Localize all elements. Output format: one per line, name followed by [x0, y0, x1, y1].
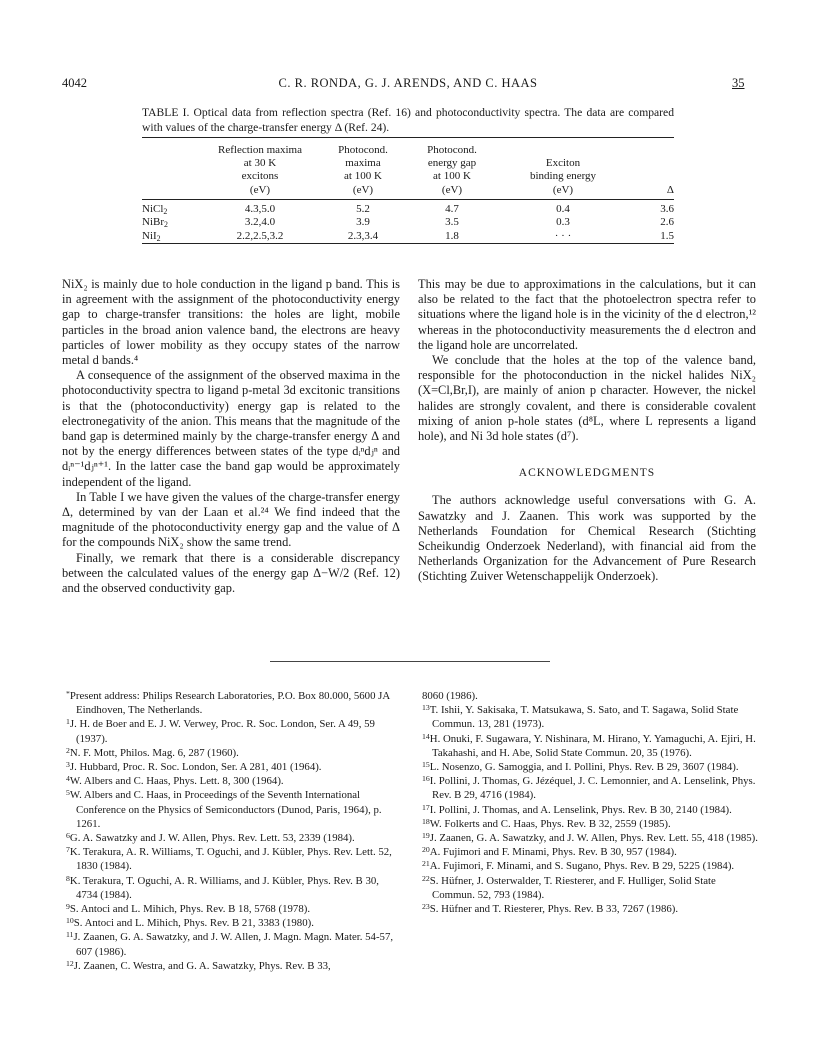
acknowledgments-heading: ACKNOWLEDGMENTS: [518, 467, 656, 480]
table-cell: 0.3: [556, 216, 570, 229]
body-paragraph: NiX₂ is mainly due to hole conduction in the ligand p band. This is in agreement with the assignment of the photoconductivity energy gap to charge-transfer transitions: the holes are light, mobile particles in the broad anion valence band, the electrons are heavy particles of lower mobility as they occupy states of the narrow metal d bands.⁴: [62, 277, 400, 368]
reference-mark: 12: [66, 958, 74, 968]
reference-text: Present address: Philips Research Laboratories, P.O. Box 80.000, 5600 JA Eindhoven, The Netherlands.: [69, 690, 390, 717]
reference-entry: [62, 689, 402, 717]
reference-text: S. Antoci and L. Mihich, Phys. Rev. B 18, 5768 (1978).: [69, 903, 311, 916]
reference-entry: [418, 845, 758, 859]
table-header-row: [142, 138, 674, 200]
table-row: [142, 230, 674, 244]
reference-mark: 11: [66, 930, 74, 940]
reference-mark: 2: [66, 745, 70, 755]
reference-text: N. F. Mott, Philos. Mag. 6, 287 (1960).: [69, 746, 239, 759]
reference-text: S. Antoci and L. Mihich, Phys. Rev. B 21, 3383 (1980).: [73, 917, 314, 930]
references-column-right: [418, 689, 758, 916]
reference-mark: 17: [422, 802, 430, 812]
table-header-photocond-maxima: Photocond. maxima at 100 K (eV): [338, 144, 388, 196]
table-cell: 0.4: [556, 202, 570, 215]
table-cell: 1.8: [445, 229, 459, 242]
footnote-separator: [270, 661, 550, 662]
running-head-authors: C. R. RONDA, G. J. ARENDS, AND C. HAAS: [278, 76, 538, 90]
reference-text: H. Onuki, F. Sugawara, Y. Nishinara, M. Hirano, Y. Yamaguchi, A. Ejiri, H. Takahashi, and H. Abe, Solid State Commun. 20, 35 (1976).: [429, 732, 756, 759]
reference-text: J. H. de Boer and E. J. W. Verwey, Proc. R. Soc. London, Ser. A 49, 59 (1937).: [69, 718, 375, 745]
reference-entry: [418, 760, 758, 774]
reference-mark: 5: [66, 788, 70, 798]
reference-text: S. Hüfner, J. Osterwalder, T. Riesterer, and F. Hulliger, Solid State Commun. 52, 793 (1984).: [429, 874, 716, 901]
reference-mark: 19: [422, 830, 430, 840]
compound-cell: NiCl$_2$: [142, 202, 168, 216]
reference-text: S. Hüfner and T. Riesterer, Phys. Rev. B 33, 7267 (1986).: [429, 903, 679, 916]
table-row: [142, 199, 674, 216]
reference-entry: [418, 874, 758, 902]
reference-text: T. Ishii, Y. Sakisaka, T. Matsukawa, S. Sato, and T. Sagawa, Solid State Commun. 13, 281 (1973).: [429, 704, 739, 731]
body-paragraph: In Table I we have given the values of the charge-transfer energy Δ, determined by van der Laan et al.²⁴ We find indeed that the magnitude of the photoconductivity energy gap and the value of Δ for the compounds NiX₂ show the same trend.: [62, 489, 400, 550]
table-cell: 2.2,2.5,3.2: [236, 229, 284, 242]
reference-entry: [418, 774, 758, 802]
reference-text: J. Zaanen, C. Westra, and G. A. Sawatzky, Phys. Rev. B 33,: [73, 959, 331, 972]
reference-entry: [62, 845, 402, 873]
reference-entry: [418, 732, 758, 760]
reference-mark: 1: [66, 717, 70, 727]
reference-entry: [62, 930, 402, 958]
compound-cell: NiBr$_2$: [142, 216, 168, 230]
table-cell: 3.9: [356, 216, 370, 229]
table-header-photocond-gap: Photocond. energy gap at 100 K (eV): [427, 144, 477, 196]
reference-text: K. Terakura, A. R. Williams, T. Oguchi, and J. Kübler, Phys. Rev. Lett. 52, 1830 (1984).: [69, 846, 392, 873]
table-cell: 3.2,4.0: [244, 216, 276, 229]
reference-mark: 3: [66, 759, 70, 769]
reference-entry: [62, 831, 402, 845]
reference-text: I. Pollini, J. Thomas, and A. Lenselink, Phys. Rev. B 30, 2140 (1984).: [429, 803, 732, 816]
reference-mark: 15: [422, 759, 430, 769]
table-header-empty: [142, 138, 198, 200]
reference-text: A. Fujimori and F. Minami, Phys. Rev. B 30, 957 (1984).: [429, 846, 677, 859]
reference-text: J. Hubbard, Proc. R. Soc. London, Ser. A 281, 401 (1964).: [69, 761, 322, 774]
table-cell: 2.3,3.4: [347, 229, 379, 242]
reference-mark: 18: [422, 816, 430, 826]
reference-entry: [62, 760, 402, 774]
table-header-delta: Δ: [666, 183, 674, 196]
reference-mark: 23: [422, 901, 430, 911]
body-paragraph: A consequence of the assignment of the observed maxima in the photoconductivity spectra to ligand p-metal 3d excitonic transitions is that the (photoconductivity) energy gap is related to the electronegativity of the anion. This means that the magnitude of the band gap is determined mainly by the charge-transfer energy Δ and not by the energy differences between states of the type dᵢⁿdⱼⁿ and dᵢⁿ⁻¹dⱼⁿ⁺¹. In the latter case the band gap would be approximately independent of the ligand.: [62, 368, 400, 489]
table-cell: 4.7: [445, 202, 459, 215]
table-caption: TABLE I. Optical data from reflection spectra (Ref. 16) and photoconductivity spectra. The data are compared with values of the charge-transfer energy Δ (Ref. 24).: [142, 106, 674, 134]
reference-entry: [62, 959, 402, 973]
reference-entry: [62, 717, 402, 745]
reference-text: A. Fujimori, F. Minami, and S. Sugano, Phys. Rev. B 29, 5225 (1984).: [429, 860, 735, 873]
reference-text: I. Pollini, J. Thomas, G. Jézéquel, J. C. Lemonnier, and A. Lenselink, Phys. Rev. B 29, 4716 (1984).: [429, 775, 756, 802]
reference-text: J. Zaanen, G. A. Sawatzky, and J. W. Allen, J. Magn. Magn. Mater. 54-57, 607 (1986).: [73, 931, 394, 958]
reference-mark: *: [66, 688, 70, 698]
table-cell: · · ·: [554, 229, 572, 242]
table-cell: 2.6: [660, 216, 674, 229]
table-cell: 3.6: [660, 202, 674, 215]
reference-entry: [62, 874, 402, 902]
reference-entry: [62, 788, 402, 831]
reference-mark: 21: [422, 859, 430, 869]
page-number: 4042: [62, 76, 87, 90]
optical-data-table: [142, 137, 674, 244]
reference-text: W. Albers and C. Haas, Phys. Lett. 8, 300 (1964).: [69, 775, 284, 788]
reference-mark: 8: [66, 873, 70, 883]
reference-entry: [418, 803, 758, 817]
table-header-exciton: Exciton binding energy (eV): [529, 157, 597, 196]
body-column-right: [418, 277, 756, 585]
reference-text: W. Albers and C. Haas, in Proceedings of the Seventh International Conference on the Physics of Semiconductors (Dunod, Paris, 1964), p. 1261.: [69, 789, 382, 830]
table-row: [142, 216, 674, 230]
table-cell: 1.5: [660, 229, 674, 242]
reference-mark: 6: [66, 830, 70, 840]
reference-entry: [418, 859, 758, 873]
table-cell: 3.5: [445, 216, 459, 229]
reference-mark: 16: [422, 774, 430, 784]
reference-entry: [418, 689, 758, 703]
reference-text: J. Zaanen, G. A. Sawatzky, and J. W. Allen, Phys. Rev. Lett. 55, 418 (1985).: [429, 832, 758, 845]
reference-entry: [418, 817, 758, 831]
reference-entry: [418, 902, 758, 916]
reference-text: K. Terakura, T. Oguchi, A. R. Williams, and J. Kübler, Phys. Rev. B 30, 4734 (1984).: [69, 874, 379, 901]
reference-mark: 4: [66, 774, 70, 784]
reference-text: 8060 (1986).: [422, 690, 478, 702]
compound-cell: NiI$_2$: [142, 229, 161, 243]
table-cell: 4.3,5.0: [244, 202, 276, 215]
reference-entry: [62, 902, 402, 916]
reference-entry: [62, 746, 402, 760]
body-paragraph: This may be due to approximations in the calculations, but it can also be related to the fact that the photoelectron spectra refer to situations where the ligand hole is in the vicinity of the d electron,¹² whereas in the photoconductivity measurements the d electron and the ligand hole are uncorrelated.: [418, 277, 756, 352]
reference-mark: 13: [422, 703, 430, 713]
references-column-left: [62, 689, 402, 973]
reference-mark: 9: [66, 901, 70, 911]
volume-number: 35: [732, 76, 745, 90]
reference-mark: 10: [66, 916, 74, 926]
reference-entry: [418, 831, 758, 845]
reference-entry: [62, 916, 402, 930]
reference-mark: 22: [422, 873, 430, 883]
body-column-left: [62, 277, 400, 596]
reference-text: W. Folkerts and C. Haas, Phys. Rev. B 32, 2559 (1985).: [429, 817, 671, 830]
reference-entry: [418, 703, 758, 731]
acknowledgments-paragraph: The authors acknowledge useful conversations with G. A. Sawatzky and J. Zaanen. This work was supported by the Netherlands Foundation for Chemical Research (Stichting Scheikundig Onderzoek Nederland), with financial aid from the Netherlands Organization for the Advancement of Pure Research (Stichting Zuiver Wetenschappelijk Onderzoek).: [418, 493, 756, 584]
table-header-reflection: Reflection maxima at 30 K excitons (eV): [218, 144, 302, 196]
body-paragraph: Finally, we remark that there is a considerable discrepancy between the calculated values of the energy gap Δ−W/2 (Ref. 12) and the observed conductivity gap.: [62, 550, 400, 596]
reference-mark: 14: [422, 731, 430, 741]
reference-mark: 20: [422, 845, 430, 855]
table-cell: 5.2: [356, 202, 370, 215]
reference-entry: [62, 774, 402, 788]
reference-mark: 7: [66, 845, 70, 855]
reference-text: L. Nosenzo, G. Samoggia, and I. Pollini, Phys. Rev. B 29, 3607 (1984).: [429, 761, 739, 774]
reference-text: G. A. Sawatzky and J. W. Allen, Phys. Rev. Lett. 53, 2339 (1984).: [69, 832, 355, 845]
body-paragraph: We conclude that the holes at the top of the valence band, responsible for the photoconduction in the nickel halides NiX₂ (X=Cl,Br,I), are mainly of anion p character. However, the nickel halides are strongly covalent, and there is considerable covalent mixing of anion p-hole states (d⁸L, where L represents a ligand hole), and Ni 3d hole states (d⁷).: [418, 353, 756, 444]
